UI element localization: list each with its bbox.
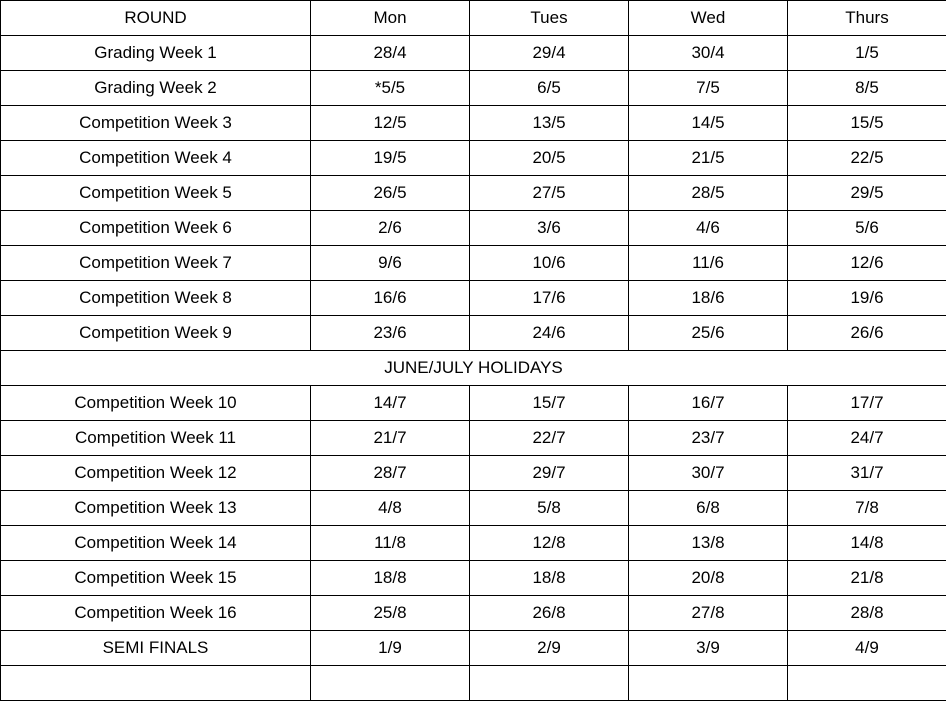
date-cell: 14/7 — [311, 386, 470, 421]
date-cell — [470, 666, 629, 701]
date-cell: *5/5 — [311, 71, 470, 106]
date-cell: 18/6 — [629, 281, 788, 316]
date-cell: 3/6 — [470, 211, 629, 246]
date-cell: 6/8 — [629, 491, 788, 526]
date-cell: 24/6 — [470, 316, 629, 351]
date-cell: 26/8 — [470, 596, 629, 631]
date-cell: 21/7 — [311, 421, 470, 456]
table-row — [1, 316, 946, 351]
round-label: SEMI FINALS — [1, 631, 311, 666]
table-row — [1, 176, 946, 211]
round-label: Competition Week 8 — [1, 281, 311, 316]
date-cell: 31/7 — [788, 456, 946, 491]
date-cell: 21/8 — [788, 561, 946, 596]
date-cell: 17/6 — [470, 281, 629, 316]
date-cell: 11/6 — [629, 246, 788, 281]
date-cell: 20/5 — [470, 141, 629, 176]
date-cell: 18/8 — [470, 561, 629, 596]
table-row — [1, 386, 946, 421]
date-cell: 26/5 — [311, 176, 470, 211]
date-cell: 21/5 — [629, 141, 788, 176]
round-label: Competition Week 15 — [1, 561, 311, 596]
date-cell: 13/8 — [629, 526, 788, 561]
table-row — [1, 211, 946, 246]
holiday-banner-label: JUNE/JULY HOLIDAYS — [1, 351, 946, 386]
round-label: Competition Week 7 — [1, 246, 311, 281]
date-cell: 16/7 — [629, 386, 788, 421]
date-cell: 4/8 — [311, 491, 470, 526]
round-label: Competition Week 13 — [1, 491, 311, 526]
date-cell — [311, 666, 470, 701]
date-cell: 24/7 — [788, 421, 946, 456]
round-label: Competition Week 16 — [1, 596, 311, 631]
date-cell: 22/5 — [788, 141, 946, 176]
date-cell: 27/8 — [629, 596, 788, 631]
date-cell: 10/6 — [470, 246, 629, 281]
column-header-round: ROUND — [1, 1, 311, 36]
table-row — [1, 456, 946, 491]
round-label: Competition Week 6 — [1, 211, 311, 246]
date-cell: 14/8 — [788, 526, 946, 561]
date-cell: 18/8 — [311, 561, 470, 596]
column-header-thurs: Thurs — [788, 1, 946, 36]
date-cell: 22/7 — [470, 421, 629, 456]
table-row — [1, 491, 946, 526]
table-row — [1, 561, 946, 596]
column-header-wed: Wed — [629, 1, 788, 36]
table-row — [1, 246, 946, 281]
date-cell: 3/9 — [629, 631, 788, 666]
round-label: Competition Week 10 — [1, 386, 311, 421]
date-cell: 15/7 — [470, 386, 629, 421]
date-cell: 5/8 — [470, 491, 629, 526]
date-cell: 11/8 — [311, 526, 470, 561]
date-cell: 12/6 — [788, 246, 946, 281]
date-cell: 1/5 — [788, 36, 946, 71]
date-cell: 17/7 — [788, 386, 946, 421]
date-cell: 2/6 — [311, 211, 470, 246]
table-header — [1, 1, 946, 36]
round-label: Competition Week 14 — [1, 526, 311, 561]
table-header-row — [1, 1, 946, 36]
date-cell: 26/6 — [788, 316, 946, 351]
table-body — [1, 36, 946, 701]
date-cell: 12/8 — [470, 526, 629, 561]
round-label: Grading Week 2 — [1, 71, 311, 106]
table-row — [1, 526, 946, 561]
partial-bottom-row — [1, 666, 946, 701]
date-cell: 14/5 — [629, 106, 788, 141]
date-cell: 16/6 — [311, 281, 470, 316]
date-cell: 28/7 — [311, 456, 470, 491]
date-cell — [629, 666, 788, 701]
date-cell: 29/7 — [470, 456, 629, 491]
table-row — [1, 106, 946, 141]
date-cell: 1/9 — [311, 631, 470, 666]
date-cell: 6/5 — [470, 71, 629, 106]
round-label: Competition Week 9 — [1, 316, 311, 351]
date-cell: 8/5 — [788, 71, 946, 106]
date-cell: 28/4 — [311, 36, 470, 71]
round-label: Competition Week 3 — [1, 106, 311, 141]
holiday-banner-row — [1, 351, 946, 386]
date-cell: 23/7 — [629, 421, 788, 456]
date-cell — [788, 666, 946, 701]
round-label: Competition Week 11 — [1, 421, 311, 456]
table-row — [1, 141, 946, 176]
round-label: Competition Week 4 — [1, 141, 311, 176]
date-cell: 25/6 — [629, 316, 788, 351]
date-cell: 5/6 — [788, 211, 946, 246]
table-row — [1, 421, 946, 456]
date-cell: 23/6 — [311, 316, 470, 351]
date-cell: 28/8 — [788, 596, 946, 631]
date-cell: 30/7 — [629, 456, 788, 491]
date-cell: 7/8 — [788, 491, 946, 526]
date-cell: 12/5 — [311, 106, 470, 141]
table-row — [1, 71, 946, 106]
date-cell: 25/8 — [311, 596, 470, 631]
date-cell: 19/5 — [311, 141, 470, 176]
date-cell: 28/5 — [629, 176, 788, 211]
round-label: Competition Week 5 — [1, 176, 311, 211]
round-label: Competition Week 12 — [1, 456, 311, 491]
round-label: Grading Week 1 — [1, 36, 311, 71]
date-cell: 4/9 — [788, 631, 946, 666]
date-cell: 20/8 — [629, 561, 788, 596]
date-cell: 2/9 — [470, 631, 629, 666]
date-cell: 15/5 — [788, 106, 946, 141]
column-header-tues: Tues — [470, 1, 629, 36]
date-cell: 4/6 — [629, 211, 788, 246]
table-row — [1, 36, 946, 71]
date-cell: 30/4 — [629, 36, 788, 71]
date-cell: 9/6 — [311, 246, 470, 281]
date-cell: 19/6 — [788, 281, 946, 316]
table-row — [1, 281, 946, 316]
column-header-mon: Mon — [311, 1, 470, 36]
semi-finals-row — [1, 631, 946, 666]
date-cell: 27/5 — [470, 176, 629, 211]
date-cell: 7/5 — [629, 71, 788, 106]
date-cell: 13/5 — [470, 106, 629, 141]
table-row — [1, 596, 946, 631]
date-cell: 29/4 — [470, 36, 629, 71]
round-label — [1, 666, 311, 701]
date-cell: 29/5 — [788, 176, 946, 211]
